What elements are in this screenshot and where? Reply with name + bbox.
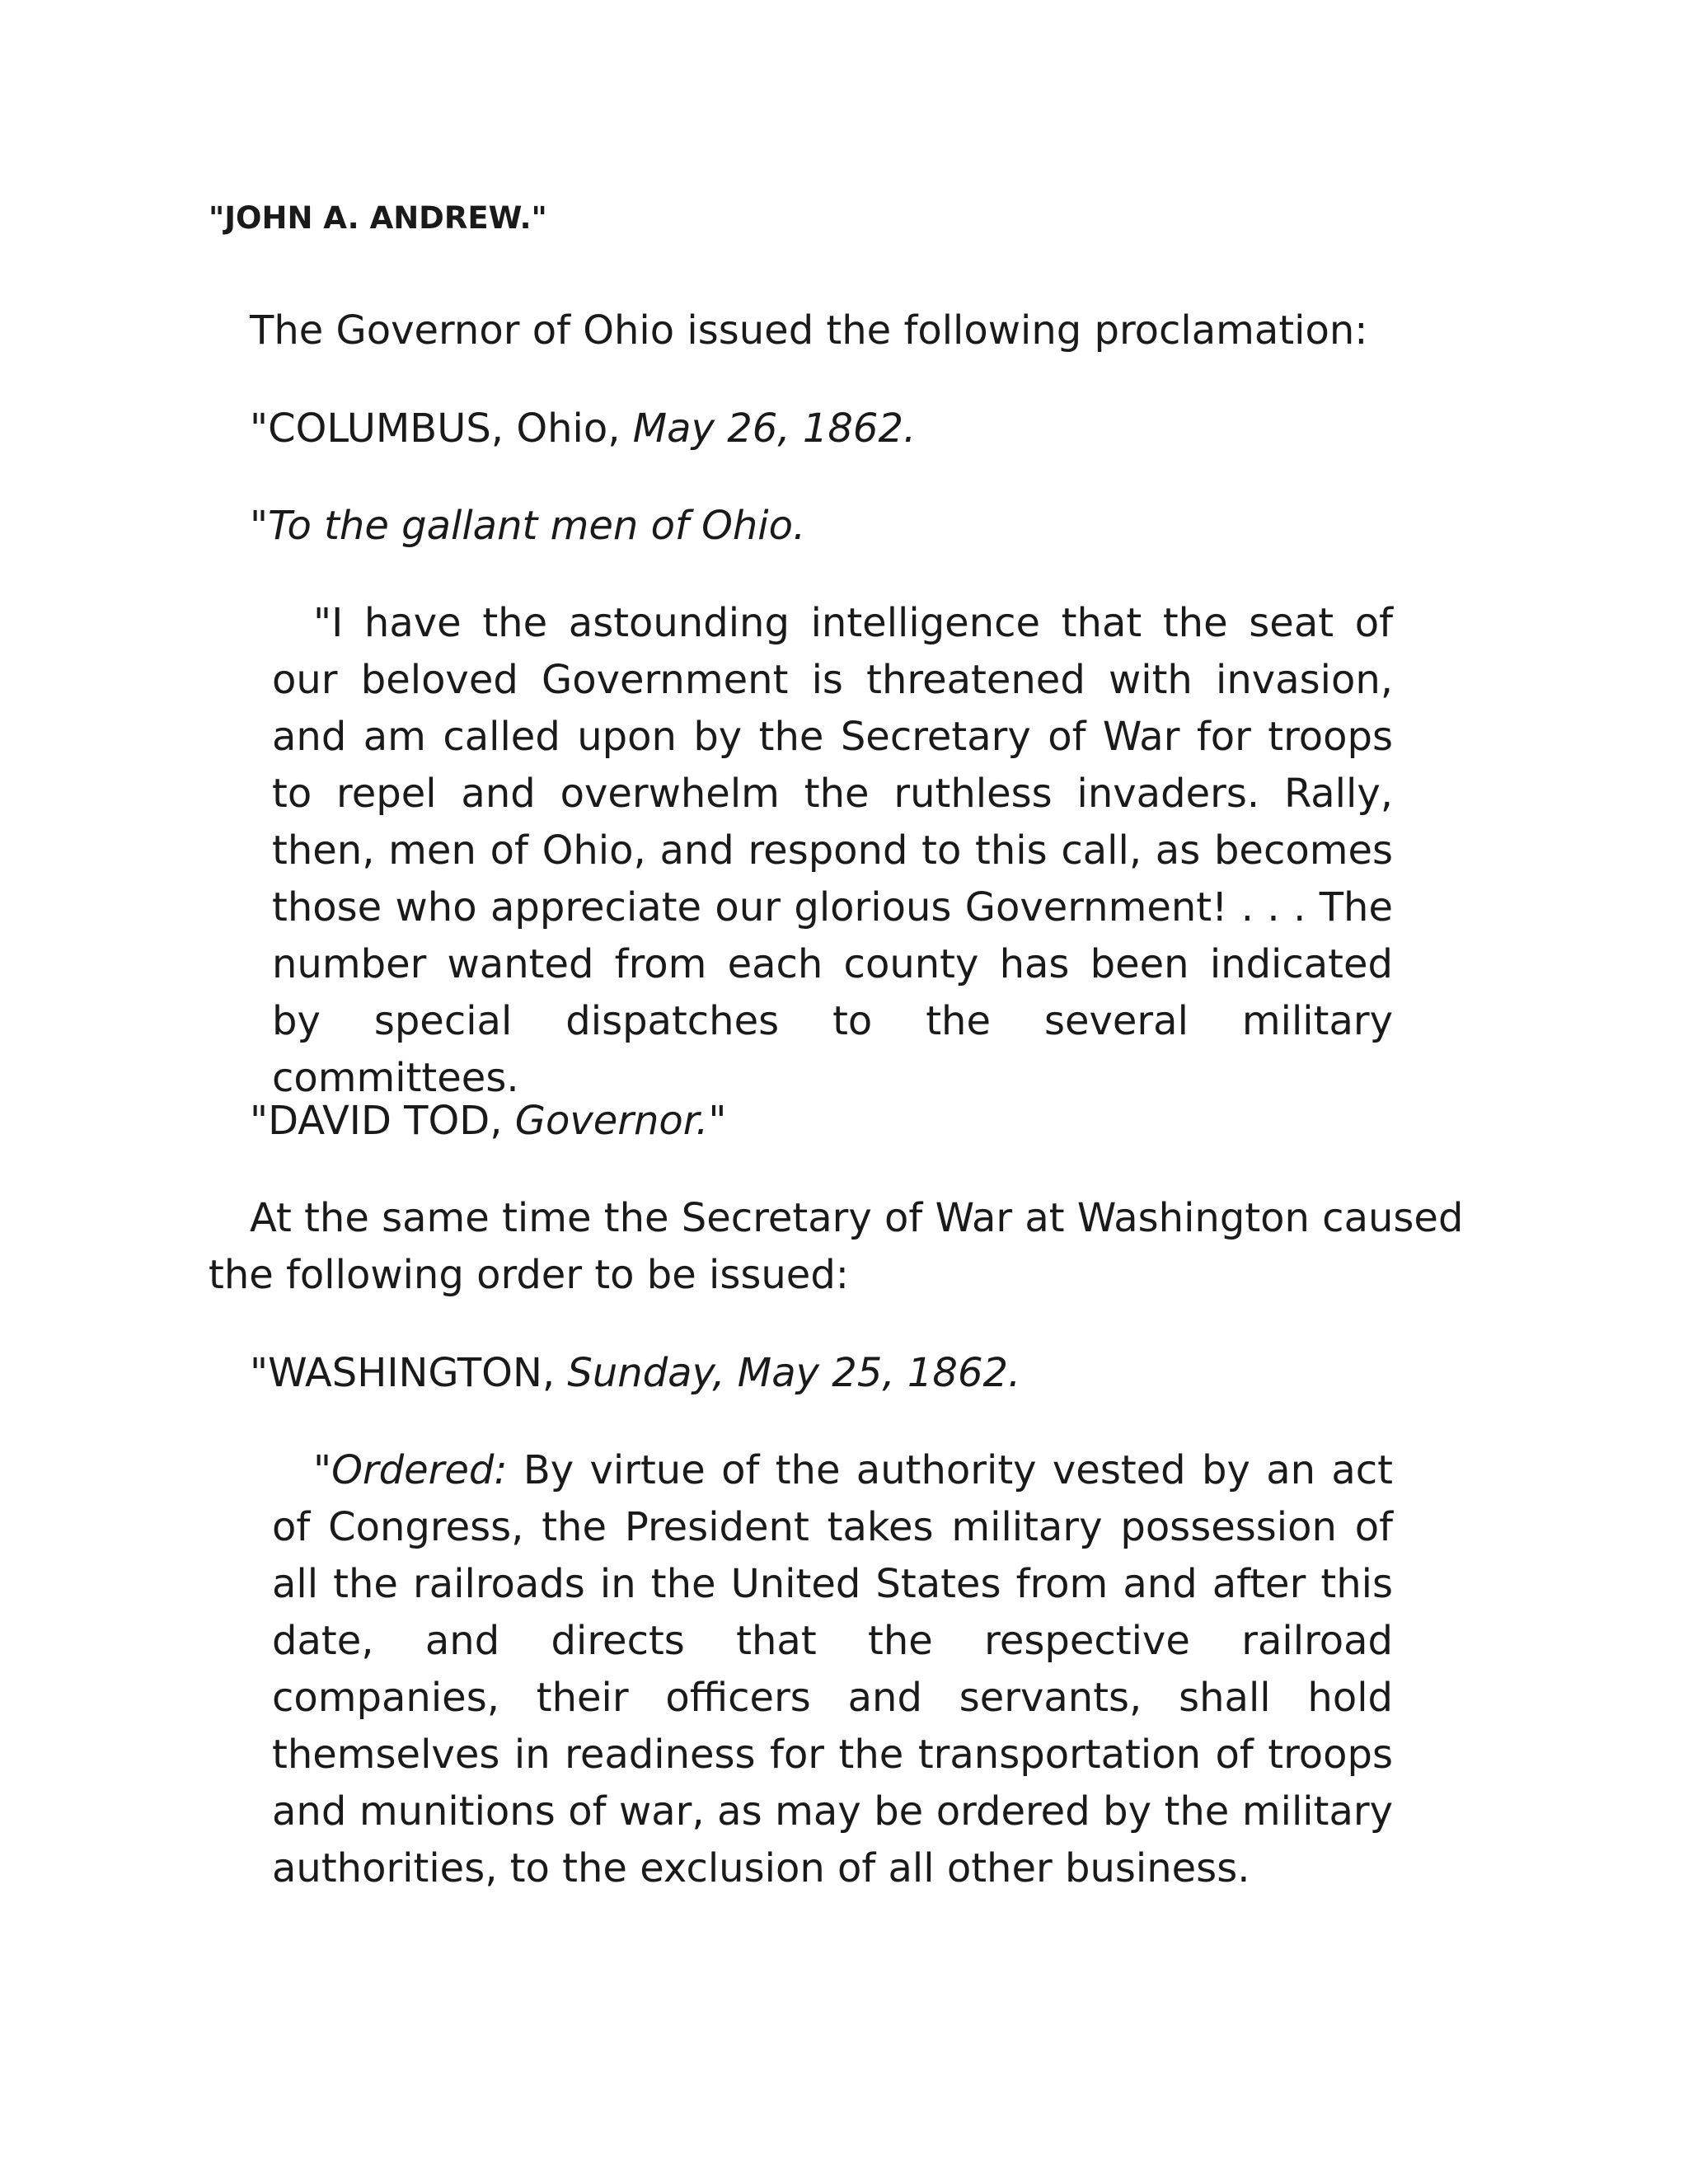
signature-title: Governor. <box>514 1098 709 1144</box>
ohio-proclamation-body: "I have the astounding intelligence that the seat of our beloved Government is threatened with invasion, and am called upon by the Secretary of War for troops to repel and overwhelm the ruthless invaders. Rally, then, men of Ohio, and respond to this call, as becomes those who appreciate our glorious Government! . . . The number wanted from each county has been indicated by special dispatches to the several military committees. <box>272 600 1393 1101</box>
order-label: Ordered: <box>331 1447 508 1493</box>
section-heading: "JOHN A. ANDREW." <box>209 200 547 236</box>
ohio-dateline-date: May 26, 1862. <box>632 405 917 452</box>
ohio-dateline-place: "COLUMBUS, Ohio, <box>250 405 633 452</box>
ohio-dateline <box>250 401 916 457</box>
war-dateline-place: "WASHINGTON, <box>250 1350 568 1396</box>
salutation-text: To the gallant men of Ohio. <box>268 503 806 549</box>
ohio-salutation <box>250 498 805 555</box>
ohio-intro: The Governor of Ohio issued the following proclamation: <box>250 307 1368 354</box>
order-quote: " <box>313 1447 332 1493</box>
order-text: By virtue of the authority vested by an act of Congress, the President takes military possession of all the railroads in the United States from and after this date, and directs that the respective railroad companies, their officers and servants, shall hold themselves in readiness for the transportation of troops and munitions of war, as may be ordered by the military authorities, to the exclusion of all other business. <box>272 1447 1393 1891</box>
signature-name: "DAVID TOD, <box>250 1098 515 1144</box>
war-order-body <box>272 1442 1393 1897</box>
signature-close: " <box>708 1098 727 1144</box>
war-dateline-date: Sunday, May 25, 1862. <box>567 1350 1021 1396</box>
salutation-quote: " <box>250 503 269 549</box>
war-intro: At the same time the Secretary of War at Washington caused the following order to be issued: <box>209 1195 1464 1298</box>
war-dateline <box>250 1345 1020 1402</box>
ohio-signature <box>250 1093 726 1150</box>
